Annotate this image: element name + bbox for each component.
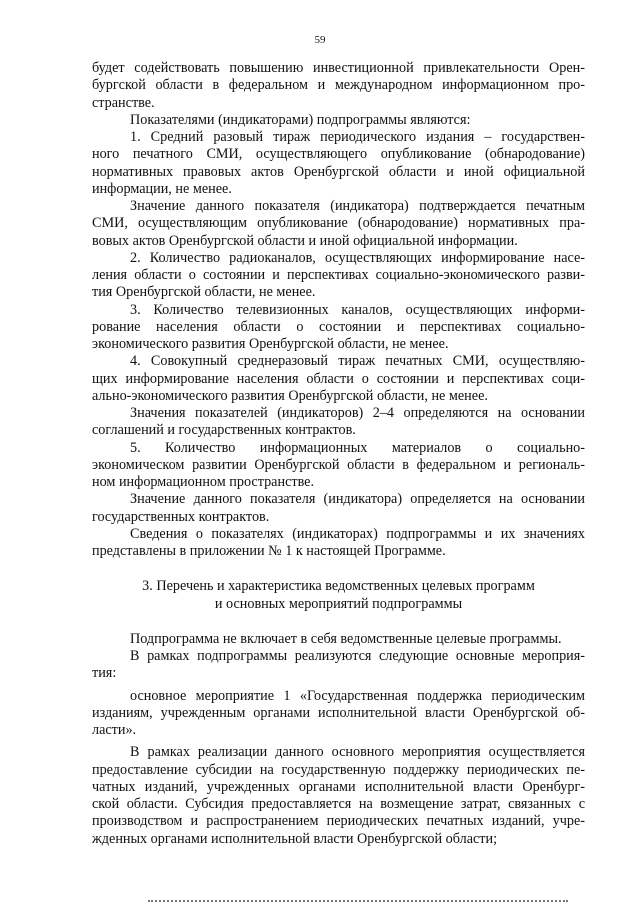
text-line: Значения показателей (индикаторов) 2–4 определяются на основании bbox=[130, 405, 585, 421]
document-body bbox=[92, 60, 585, 848]
text-line: экономическом развитии Оренбургской области в федеральном и региональ- bbox=[92, 456, 585, 473]
text-line: рование населения области о состоянии и перспективах социально- bbox=[92, 318, 585, 335]
text-line: В рамках подпрограммы реализуются следующие основные мероприя- bbox=[130, 648, 585, 664]
text-line: бургской области в федеральном и международном информационном про- bbox=[92, 77, 585, 94]
text-line: 1. Средний разовый тираж периодического издания – государствен- bbox=[130, 129, 585, 145]
text-line: тия Оренбургской области, не менее. bbox=[92, 284, 316, 301]
text-line: ской области. Субсидия предоставляется на возмещение затрат, связанных с bbox=[92, 796, 585, 812]
spacer bbox=[92, 613, 585, 631]
text-line: вовых актов Оренбургской области и иной официальной информации. bbox=[92, 232, 518, 249]
text-line: 4. Совокупный среднеразовый тираж печатных СМИ, осуществляю- bbox=[130, 353, 585, 370]
text-line: будет содействовать повышению инвестиционной привлекательности Орен- bbox=[92, 60, 585, 76]
text-line: государственных контрактов. bbox=[92, 508, 270, 525]
text-line: ально-экономического развития Оренбургской области, не менее. bbox=[92, 387, 488, 404]
cut-off-line bbox=[92, 893, 585, 911]
text-line: основное мероприятие 1 «Государственная поддержка периодическим bbox=[130, 687, 585, 704]
text-line: ном информационном пространстве. bbox=[92, 474, 315, 490]
page-number: 59 bbox=[314, 34, 326, 46]
text-line: Показателями (индикаторами) подпрограммы являются: bbox=[130, 111, 471, 128]
text-line: щих информирование населения области о состоянии и перспективах соци- bbox=[92, 370, 585, 387]
text-line: 2. Количество радиоканалов, осуществляющих информирование насе- bbox=[130, 249, 585, 266]
text-line: 3. Количество телевизионных каналов, осуществляющих информи- bbox=[130, 301, 585, 318]
text-line: экономического развития Оренбургской области, не менее. bbox=[92, 336, 449, 352]
text-line: жденных органами исполнительной власти Оренбургской области; bbox=[92, 830, 498, 847]
text-line: ласти». bbox=[92, 722, 137, 738]
text-line: Подпрограмма не включает в себя ведомственные целевые программы. bbox=[130, 630, 562, 647]
spacer bbox=[92, 560, 585, 578]
text-line: Значение данного показателя (индикатора) определяется на основании bbox=[130, 491, 585, 508]
text-line: 5. Количество информационных материалов о социально- bbox=[130, 439, 585, 456]
text-line: нормативных правовых актов Оренбургской области и иной официальной bbox=[92, 163, 585, 180]
text-line: соглашений и государственных контрактов. bbox=[92, 422, 356, 439]
section-heading-line: 3. Перечень и характеристика ведомственных целевых программ bbox=[142, 578, 535, 595]
text-line: СМИ, осуществляющим опубликование (обнародование) нормативных пра- bbox=[92, 215, 585, 232]
text-line: ления области о состоянии и перспективах социально-экономического разви- bbox=[92, 267, 585, 283]
text-line: изданиям, учрежденным органами исполнительной власти Оренбургской об- bbox=[92, 704, 585, 721]
text-line: чатных изданий, учрежденных органами исполнительной власти Оренбург- bbox=[92, 778, 585, 795]
text-line: производством и распространением периодических печатных изданий, учре- bbox=[92, 813, 585, 830]
section-heading-line: и основных мероприятий подпрограммы bbox=[214, 595, 463, 612]
text-line: информации, не менее. bbox=[92, 180, 232, 197]
text-line: Значение данного показателя (индикатора) подтверждается печатным bbox=[130, 198, 585, 214]
text-line: ного печатного СМИ, осуществляющего опубликование (обнародование) bbox=[92, 146, 585, 163]
text-line: предоставление субсидии на государственную поддержку периодических пе- bbox=[92, 761, 585, 778]
text-line: Сведения о показателях (индикаторах) подпрограммы и их значениях bbox=[130, 525, 585, 542]
text-line: странстве. bbox=[92, 94, 155, 111]
text-line: тия: bbox=[92, 665, 117, 682]
text-line: В рамках реализации данного основного мероприятия осуществляется bbox=[130, 744, 585, 761]
text-line: представлены в приложении № 1 к настоящей Программе. bbox=[92, 543, 446, 559]
